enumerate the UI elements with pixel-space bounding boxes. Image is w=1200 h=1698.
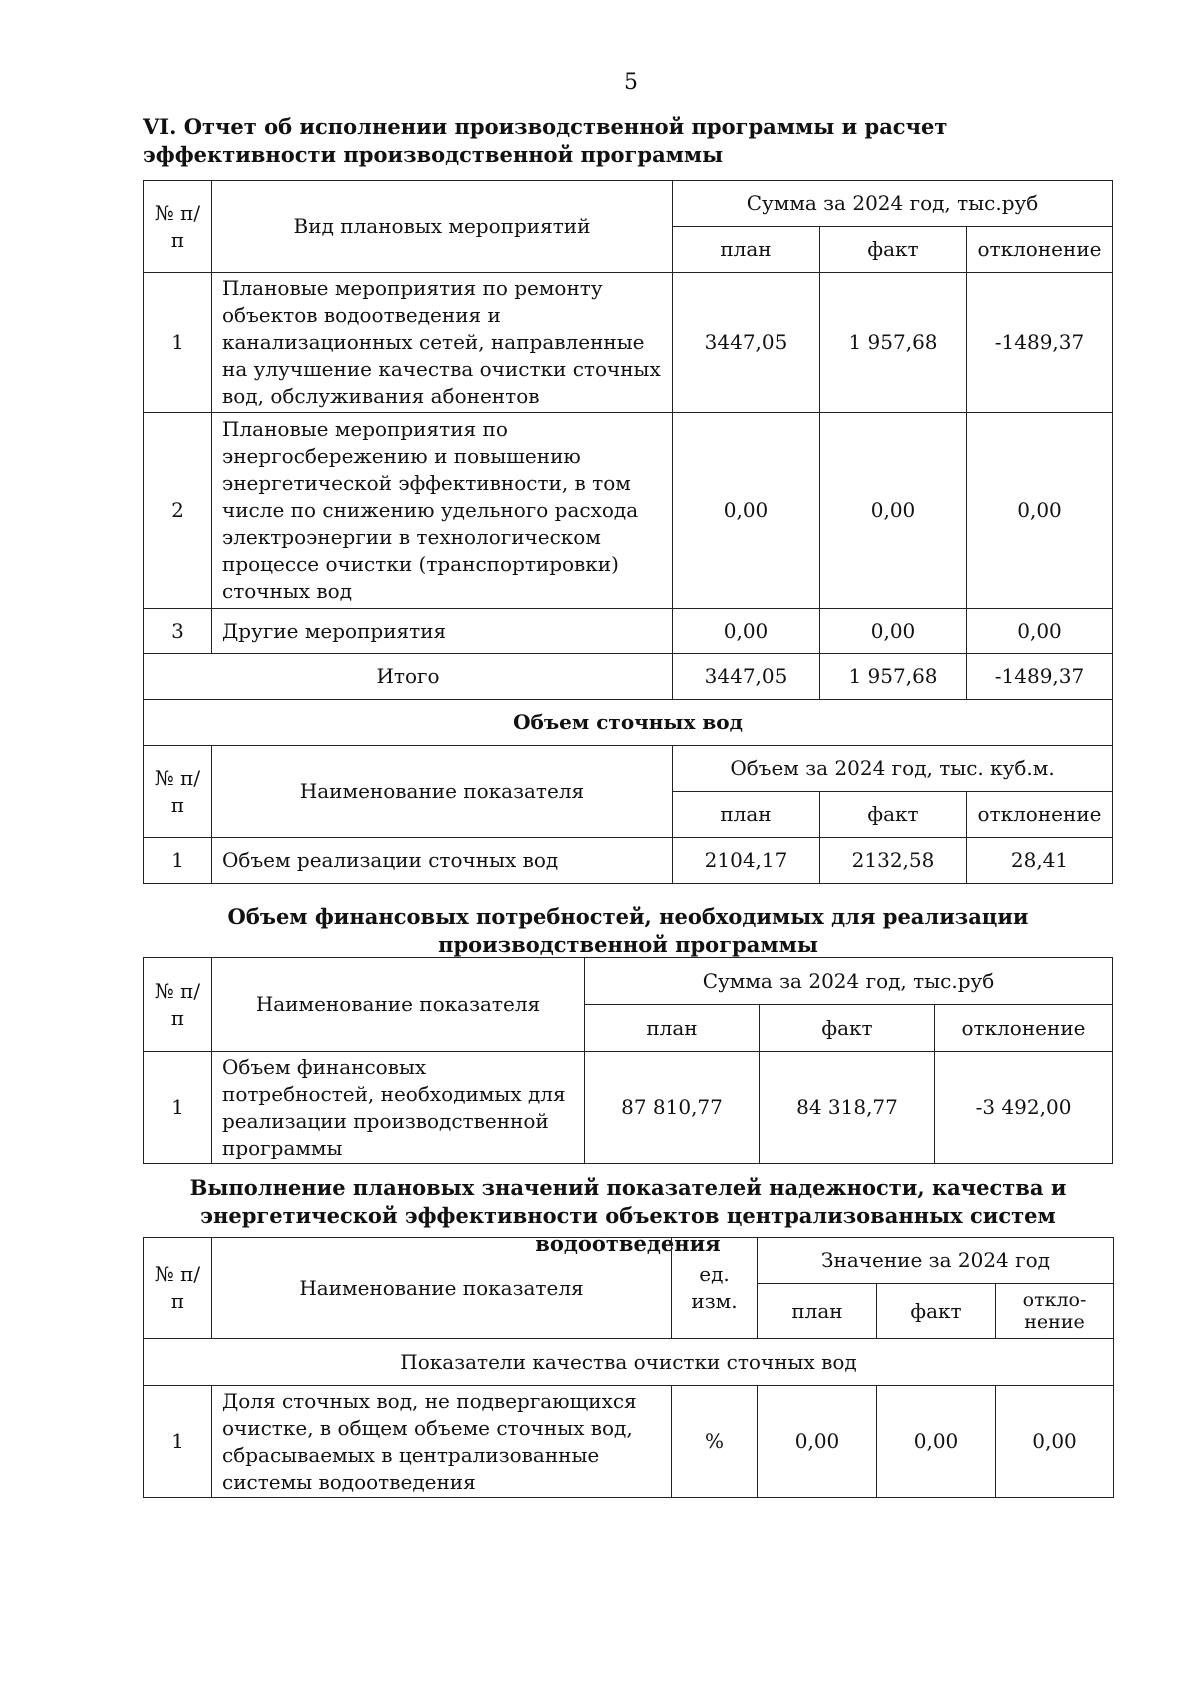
row-dev: -1489,37 xyxy=(967,273,1113,413)
vol-col-plan-header: план xyxy=(673,792,820,838)
row-dev: 0,00 xyxy=(967,609,1113,654)
perf-title: Выполнение плановых значений показателей надежности, качества и энергетической эффективности объектов централизованных систем водоотведения xyxy=(189,1175,1067,1256)
row-plan: 87 810,77 xyxy=(585,1052,760,1164)
vol-col-dev-header: отклонение xyxy=(967,792,1113,838)
finance-table xyxy=(143,957,1113,1164)
col-group-header: Сумма за 2024 год, тыс.руб xyxy=(585,958,1113,1005)
total-dev: -1489,37 xyxy=(967,654,1113,700)
table-row xyxy=(144,273,1113,413)
table-row xyxy=(144,1052,1113,1164)
row-name: Доля сточных вод, не подвергающихся очистке, в общем объеме сточных вод, сбрасываемых в централизованные системы водоотведения xyxy=(212,1386,672,1498)
row-plan: 3447,05 xyxy=(673,273,820,413)
col-group-header: Значение за 2024 год xyxy=(758,1238,1114,1284)
row-fact: 0,00 xyxy=(820,609,967,654)
indicators-table xyxy=(143,1237,1114,1498)
row-plan: 0,00 xyxy=(673,413,820,609)
row-dev: 28,41 xyxy=(967,838,1113,884)
col-name-header: Наименование показателя xyxy=(212,1238,672,1339)
row-num: 1 xyxy=(144,273,212,413)
col-name-header: Вид плановых мероприятий xyxy=(212,181,673,273)
row-plan: 2104,17 xyxy=(673,838,820,884)
table-row xyxy=(144,413,1113,609)
vol-col-fact-header: факт xyxy=(820,792,967,838)
row-fact: 2132,58 xyxy=(820,838,967,884)
row-num: 1 xyxy=(144,1386,212,1498)
col-group-header: Сумма за 2024 год, тыс.руб xyxy=(673,181,1113,227)
col-dev-header: откло-нение xyxy=(996,1284,1114,1339)
row-num: 1 xyxy=(144,838,212,884)
activities-table xyxy=(143,180,1113,884)
col-num-header: № п/п xyxy=(144,958,212,1052)
row-name: Объем финансовых потребностей, необходимых для реализации производственной программы xyxy=(212,1052,585,1164)
row-name: Плановые мероприятия по энергосбережению и повышению энергетической эффективности, в том числе по снижению удельного расхода электроэнергии в технологическом процессе очистки (транспортировки) сточных вод xyxy=(212,413,673,609)
vol-col-group-header: Объем за 2024 год, тыс. куб.м. xyxy=(673,746,1113,792)
fin-title: Объем финансовых потребностей, необходимых для реализации производственной программы xyxy=(227,904,1029,957)
volume-title: Объем сточных вод xyxy=(144,700,1113,746)
col-num-header: № п/п xyxy=(144,181,212,273)
table-row xyxy=(144,838,1113,884)
col-fact-header: факт xyxy=(820,227,967,273)
table-row xyxy=(144,1386,1114,1498)
col-plan-header: план xyxy=(673,227,820,273)
row-num: 1 xyxy=(144,1052,212,1164)
col-plan-header: план xyxy=(758,1284,877,1339)
row-plan: 0,00 xyxy=(673,609,820,654)
row-fact: 0,00 xyxy=(877,1386,996,1498)
total-plan: 3447,05 xyxy=(673,654,820,700)
vol-col-num-header: № п/п xyxy=(144,746,212,838)
col-dev-header: отклонение xyxy=(967,227,1113,273)
row-unit: % xyxy=(672,1386,758,1498)
row-dev: -3 492,00 xyxy=(935,1052,1113,1164)
section-title: VI. Отчет об исполнении производственной программы и расчет эффективности производственной программы xyxy=(143,114,948,167)
row-name: Плановые мероприятия по ремонту объектов водоотведения и канализационных сетей, направленные на улучшение качества очистки сточных вод, обслуживания абонентов xyxy=(212,273,673,413)
row-name: Объем реализации сточных вод xyxy=(212,838,673,884)
row-fact: 84 318,77 xyxy=(760,1052,935,1164)
total-fact: 1 957,68 xyxy=(820,654,967,700)
col-plan-header: план xyxy=(585,1005,760,1052)
col-dev-header: отклонение xyxy=(935,1005,1113,1052)
total-row xyxy=(144,654,1113,700)
row-plan: 0,00 xyxy=(758,1386,877,1498)
row-name: Другие мероприятия xyxy=(212,609,673,654)
row-fact: 0,00 xyxy=(820,413,967,609)
col-name-header: Наименование показателя xyxy=(212,958,585,1052)
page-number: 5 xyxy=(624,70,638,95)
col-num-header: № п/п xyxy=(144,1238,212,1339)
total-label: Итого xyxy=(144,654,673,700)
row-fact: 1 957,68 xyxy=(820,273,967,413)
table-row xyxy=(144,609,1113,654)
col-fact-header: факт xyxy=(877,1284,996,1339)
col-fact-header: факт xyxy=(760,1005,935,1052)
row-num: 3 xyxy=(144,609,212,654)
row-dev: 0,00 xyxy=(996,1386,1114,1498)
col-unit-header: ед. изм. xyxy=(672,1238,758,1339)
row-num: 2 xyxy=(144,413,212,609)
subheader: Показатели качества очистки сточных вод xyxy=(144,1339,1114,1386)
row-dev: 0,00 xyxy=(967,413,1113,609)
vol-col-name-header: Наименование показателя xyxy=(212,746,673,838)
